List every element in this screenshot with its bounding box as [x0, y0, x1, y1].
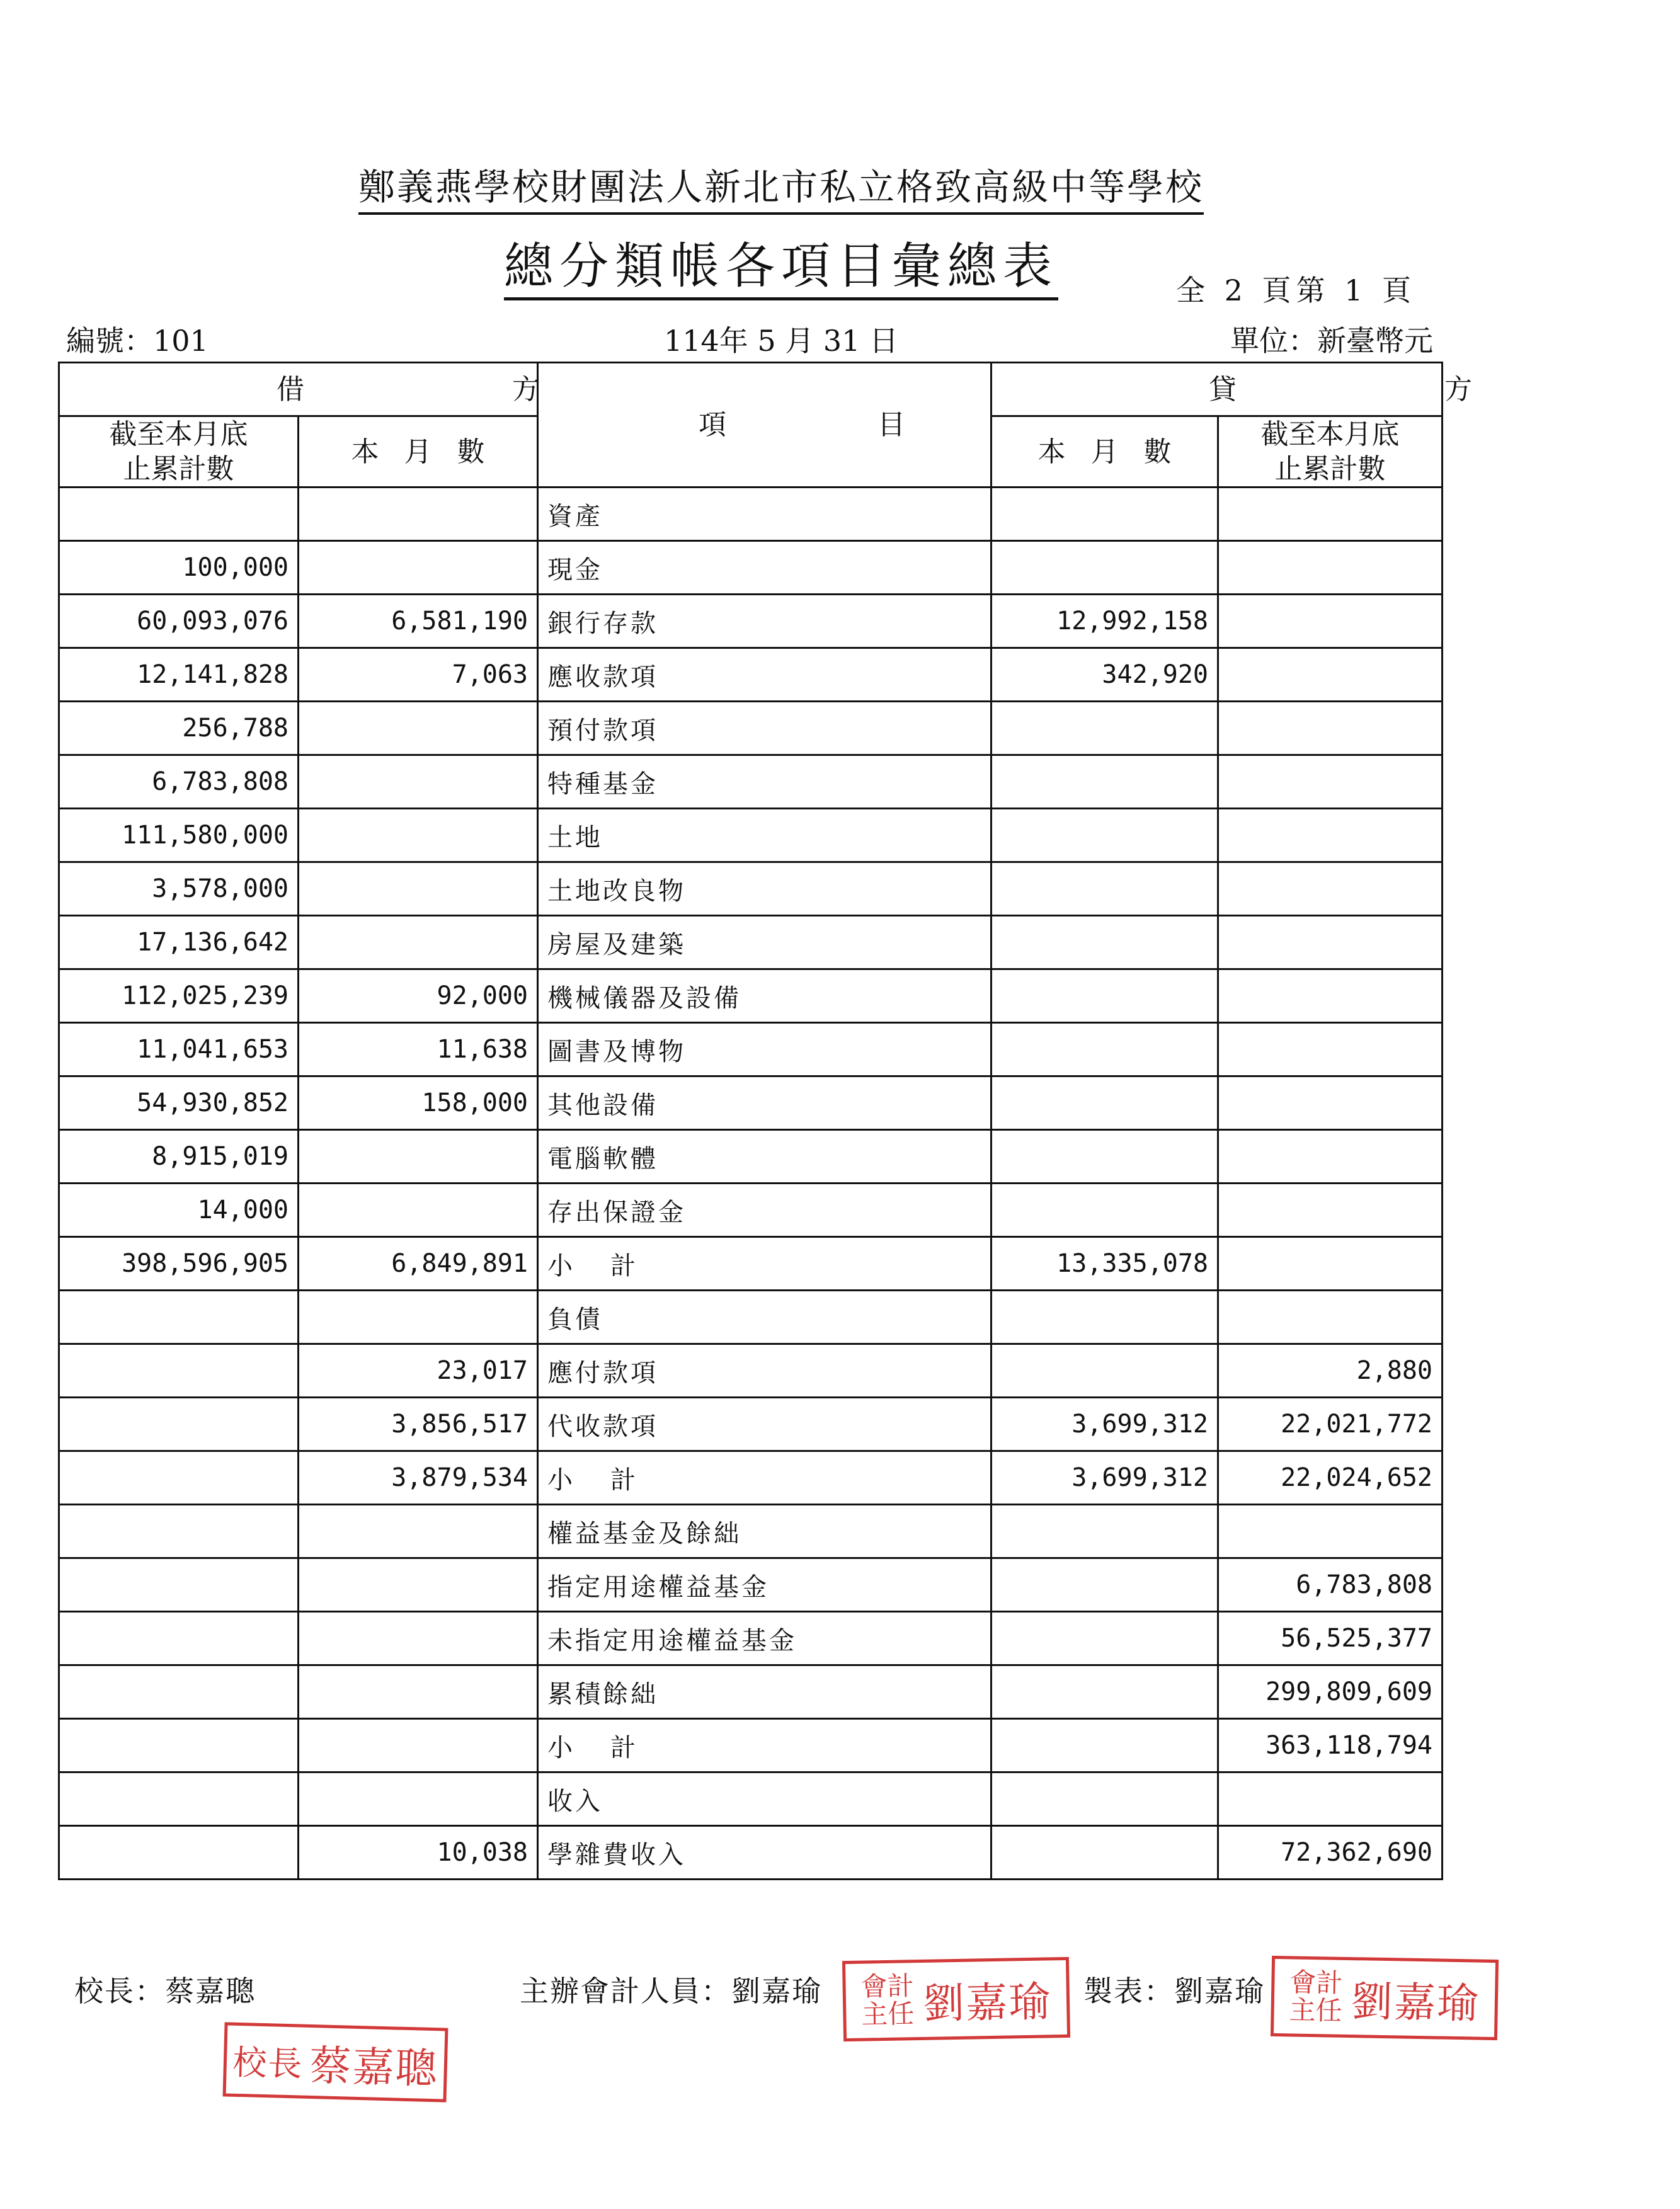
debit-cumulative-header: 截至本月底 止累計數 — [59, 416, 299, 488]
item-header: 項目 — [538, 363, 991, 488]
debit-cumulative-cell — [59, 1772, 299, 1826]
table-row — [59, 1291, 1443, 1344]
debit-cumulative-cell: 60,093,076 — [59, 595, 299, 648]
item-cell: 土地 — [538, 809, 991, 862]
table-row — [59, 809, 1443, 862]
debit-cumulative-cell: 3,578,000 — [59, 862, 299, 916]
debit-month-cell: 6,849,891 — [299, 1237, 538, 1291]
debit-cumulative-cell: 100,000 — [59, 541, 299, 595]
debit-month-cell — [299, 1505, 538, 1558]
item-cell: 權益基金及餘絀 — [538, 1505, 991, 1558]
debit-month-cell: 6,581,190 — [299, 595, 538, 648]
credit-cumulative-cell: 299,809,609 — [1218, 1665, 1443, 1719]
credit-month-cell — [991, 488, 1218, 541]
table-row — [59, 541, 1443, 595]
preparer-signature: 製表：劉嘉瑜 — [1083, 1974, 1265, 2008]
item-cell: 預付款項 — [538, 702, 991, 755]
debit-cumulative-cell — [59, 1665, 299, 1719]
debit-month-cell: 23,017 — [299, 1344, 538, 1398]
credit-cumulative-cell: 22,024,652 — [1218, 1451, 1443, 1505]
item-cell: 小計 — [538, 1451, 991, 1505]
credit-month-cell — [991, 1826, 1218, 1880]
credit-month-cell: 3,699,312 — [991, 1451, 1218, 1505]
credit-month-cell — [991, 1612, 1218, 1665]
credit-cumulative-cell — [1218, 541, 1443, 595]
ledger-table — [58, 362, 1680, 1880]
debit-month-cell — [299, 1719, 538, 1772]
table-row — [59, 1398, 1443, 1451]
table-row — [59, 755, 1443, 809]
credit-header: 貸方 — [991, 363, 1443, 416]
document-number: 編號：101 — [66, 324, 209, 358]
item-cell: 其他設備 — [538, 1076, 991, 1130]
credit-month-header: 本月數 — [991, 416, 1218, 488]
debit-cumulative-cell — [59, 488, 299, 541]
accountant-signature: 主辦會計人員：劉嘉瑜 — [520, 1974, 822, 2008]
header-row-top — [59, 363, 1443, 416]
credit-month-cell: 12,992,158 — [991, 595, 1218, 648]
credit-cumulative-cell — [1218, 809, 1443, 862]
item-cell: 小計 — [538, 1719, 991, 1772]
debit-cumulative-cell: 14,000 — [59, 1184, 299, 1237]
credit-cumulative-cell — [1218, 1130, 1443, 1184]
item-cell: 應付款項 — [538, 1344, 991, 1398]
credit-month-cell — [991, 1184, 1218, 1237]
credit-month-cell — [991, 1558, 1218, 1612]
item-cell: 銀行存款 — [538, 595, 991, 648]
report-date: 114年 5 月 31 日 — [663, 324, 899, 358]
debit-month-cell: 3,856,517 — [299, 1398, 538, 1451]
debit-month-cell — [299, 755, 538, 809]
credit-cumulative-cell — [1218, 916, 1443, 969]
credit-cumulative-cell — [1218, 969, 1443, 1023]
table-row — [59, 1344, 1443, 1398]
table-row — [59, 702, 1443, 755]
debit-month-cell — [299, 541, 538, 595]
credit-cumulative-header: 截至本月底 止累計數 — [1218, 416, 1443, 488]
credit-cumulative-cell — [1218, 1237, 1443, 1291]
credit-cumulative-cell — [1218, 1184, 1443, 1237]
credit-month-cell — [991, 1023, 1218, 1076]
report-title: 總分類帳各項目彙總表 — [0, 227, 1562, 297]
credit-cumulative-cell: 6,783,808 — [1218, 1558, 1443, 1612]
item-cell: 電腦軟體 — [538, 1130, 991, 1184]
debit-cumulative-cell: 111,580,000 — [59, 809, 299, 862]
item-cell: 應收款項 — [538, 648, 991, 702]
credit-cumulative-cell: 56,525,377 — [1218, 1612, 1443, 1665]
credit-cumulative-cell — [1218, 1505, 1443, 1558]
debit-cumulative-cell — [59, 1826, 299, 1880]
credit-cumulative-cell — [1218, 862, 1443, 916]
credit-month-cell — [991, 809, 1218, 862]
credit-month-cell — [991, 755, 1218, 809]
item-cell: 未指定用途權益基金 — [538, 1612, 991, 1665]
debit-month-header: 本月數 — [299, 416, 538, 488]
debit-month-cell — [299, 1772, 538, 1826]
table-row — [59, 1023, 1443, 1076]
accountant-seal: 會計 主任 劉嘉瑜 — [842, 1957, 1070, 2041]
debit-month-cell — [299, 809, 538, 862]
table-row — [59, 1076, 1443, 1130]
debit-month-cell — [299, 1184, 538, 1237]
debit-cumulative-cell: 8,915,019 — [59, 1130, 299, 1184]
debit-month-cell — [299, 1558, 538, 1612]
credit-cumulative-cell — [1218, 1772, 1443, 1826]
debit-month-cell — [299, 862, 538, 916]
preparer-seal: 會計 主任 劉嘉瑜 — [1271, 1956, 1499, 2040]
credit-cumulative-cell — [1218, 702, 1443, 755]
debit-cumulative-cell — [59, 1398, 299, 1451]
table-row — [59, 1558, 1443, 1612]
credit-cumulative-cell — [1218, 648, 1443, 702]
credit-cumulative-cell: 22,021,772 — [1218, 1398, 1443, 1451]
debit-month-cell — [299, 488, 538, 541]
item-cell: 收入 — [538, 1772, 991, 1826]
credit-cumulative-cell: 2,880 — [1218, 1344, 1443, 1398]
credit-cumulative-cell — [1218, 488, 1443, 541]
debit-month-cell: 158,000 — [299, 1076, 538, 1130]
credit-month-cell — [991, 1130, 1218, 1184]
debit-month-cell — [299, 1612, 538, 1665]
item-cell: 累積餘絀 — [538, 1665, 991, 1719]
credit-month-cell — [991, 916, 1218, 969]
debit-month-cell: 92,000 — [299, 969, 538, 1023]
credit-cumulative-cell — [1218, 755, 1443, 809]
debit-cumulative-cell — [59, 1558, 299, 1612]
debit-cumulative-cell: 398,596,905 — [59, 1237, 299, 1291]
debit-cumulative-cell — [59, 1344, 299, 1398]
credit-month-cell — [991, 1719, 1218, 1772]
table-row — [59, 648, 1443, 702]
debit-month-cell — [299, 702, 538, 755]
item-cell: 現金 — [538, 541, 991, 595]
credit-month-cell — [991, 969, 1218, 1023]
credit-month-cell: 342,920 — [991, 648, 1218, 702]
credit-cumulative-cell: 363,118,794 — [1218, 1719, 1443, 1772]
table-row — [59, 1130, 1443, 1184]
credit-cumulative-cell — [1218, 1023, 1443, 1076]
debit-cumulative-cell: 112,025,239 — [59, 969, 299, 1023]
ledger-body — [59, 488, 1443, 1880]
debit-cumulative-cell — [59, 1612, 299, 1665]
credit-cumulative-cell: 72,362,690 — [1218, 1826, 1443, 1880]
credit-month-cell — [991, 541, 1218, 595]
organization-name: 鄭義燕學校財團法人新北市私立格致高級中等學校 — [0, 157, 1562, 210]
debit-month-cell — [299, 1665, 538, 1719]
credit-month-cell — [991, 1291, 1218, 1344]
debit-cumulative-cell: 11,041,653 — [59, 1023, 299, 1076]
debit-cumulative-cell: 17,136,642 — [59, 916, 299, 969]
credit-month-cell — [991, 1076, 1218, 1130]
debit-cumulative-cell — [59, 1505, 299, 1558]
item-cell: 代收款項 — [538, 1398, 991, 1451]
currency-unit: 單位：新臺幣元 — [1230, 324, 1433, 358]
debit-month-cell — [299, 1291, 538, 1344]
table-row — [59, 1772, 1443, 1826]
item-cell: 指定用途權益基金 — [538, 1558, 991, 1612]
page-info: 全 2 頁第 1 頁 — [1175, 273, 1416, 307]
item-cell: 學雜費收入 — [538, 1826, 991, 1880]
table-row — [59, 1719, 1443, 1772]
credit-month-cell — [991, 1505, 1218, 1558]
debit-cumulative-cell — [59, 1291, 299, 1344]
table-row — [59, 862, 1443, 916]
credit-month-cell — [991, 702, 1218, 755]
credit-cumulative-cell — [1218, 595, 1443, 648]
item-cell: 特種基金 — [538, 755, 991, 809]
debit-cumulative-cell: 256,788 — [59, 702, 299, 755]
table-row — [59, 1665, 1443, 1719]
item-cell: 存出保證金 — [538, 1184, 991, 1237]
principal-seal: 校長 蔡嘉聰 — [223, 2022, 449, 2102]
debit-cumulative-cell: 6,783,808 — [59, 755, 299, 809]
debit-month-cell — [299, 1130, 538, 1184]
item-cell: 小計 — [538, 1237, 991, 1291]
credit-month-cell: 3,699,312 — [991, 1398, 1218, 1451]
item-cell: 負債 — [538, 1291, 991, 1344]
credit-month-cell — [991, 1665, 1218, 1719]
debit-month-cell: 11,638 — [299, 1023, 538, 1076]
table-row — [59, 595, 1443, 648]
debit-month-cell: 10,038 — [299, 1826, 538, 1880]
table-row — [59, 488, 1443, 541]
item-cell: 圖書及博物 — [538, 1023, 991, 1076]
table-row — [59, 1237, 1443, 1291]
credit-month-cell — [991, 862, 1218, 916]
debit-month-cell — [299, 916, 538, 969]
principal-signature: 校長：蔡嘉聰 — [74, 1974, 256, 2008]
table-row — [59, 1612, 1443, 1665]
table-row — [59, 916, 1443, 969]
debit-month-cell: 7,063 — [299, 648, 538, 702]
credit-month-cell: 13,335,078 — [991, 1237, 1218, 1291]
credit-month-cell — [991, 1344, 1218, 1398]
table-row — [59, 1505, 1443, 1558]
item-cell: 土地改良物 — [538, 862, 991, 916]
debit-cumulative-cell: 12,141,828 — [59, 648, 299, 702]
debit-cumulative-cell: 54,930,852 — [59, 1076, 299, 1130]
credit-month-cell — [991, 1772, 1218, 1826]
debit-cumulative-cell — [59, 1719, 299, 1772]
debit-cumulative-cell — [59, 1451, 299, 1505]
table-row — [59, 1451, 1443, 1505]
item-cell: 房屋及建築 — [538, 916, 991, 969]
table-row — [59, 1826, 1443, 1880]
table-row — [59, 969, 1443, 1023]
debit-header: 借方 — [59, 363, 538, 416]
credit-cumulative-cell — [1218, 1076, 1443, 1130]
item-cell: 資產 — [538, 488, 991, 541]
debit-month-cell: 3,879,534 — [299, 1451, 538, 1505]
credit-cumulative-cell — [1218, 1291, 1443, 1344]
item-cell: 機械儀器及設備 — [538, 969, 991, 1023]
table-row — [59, 1184, 1443, 1237]
